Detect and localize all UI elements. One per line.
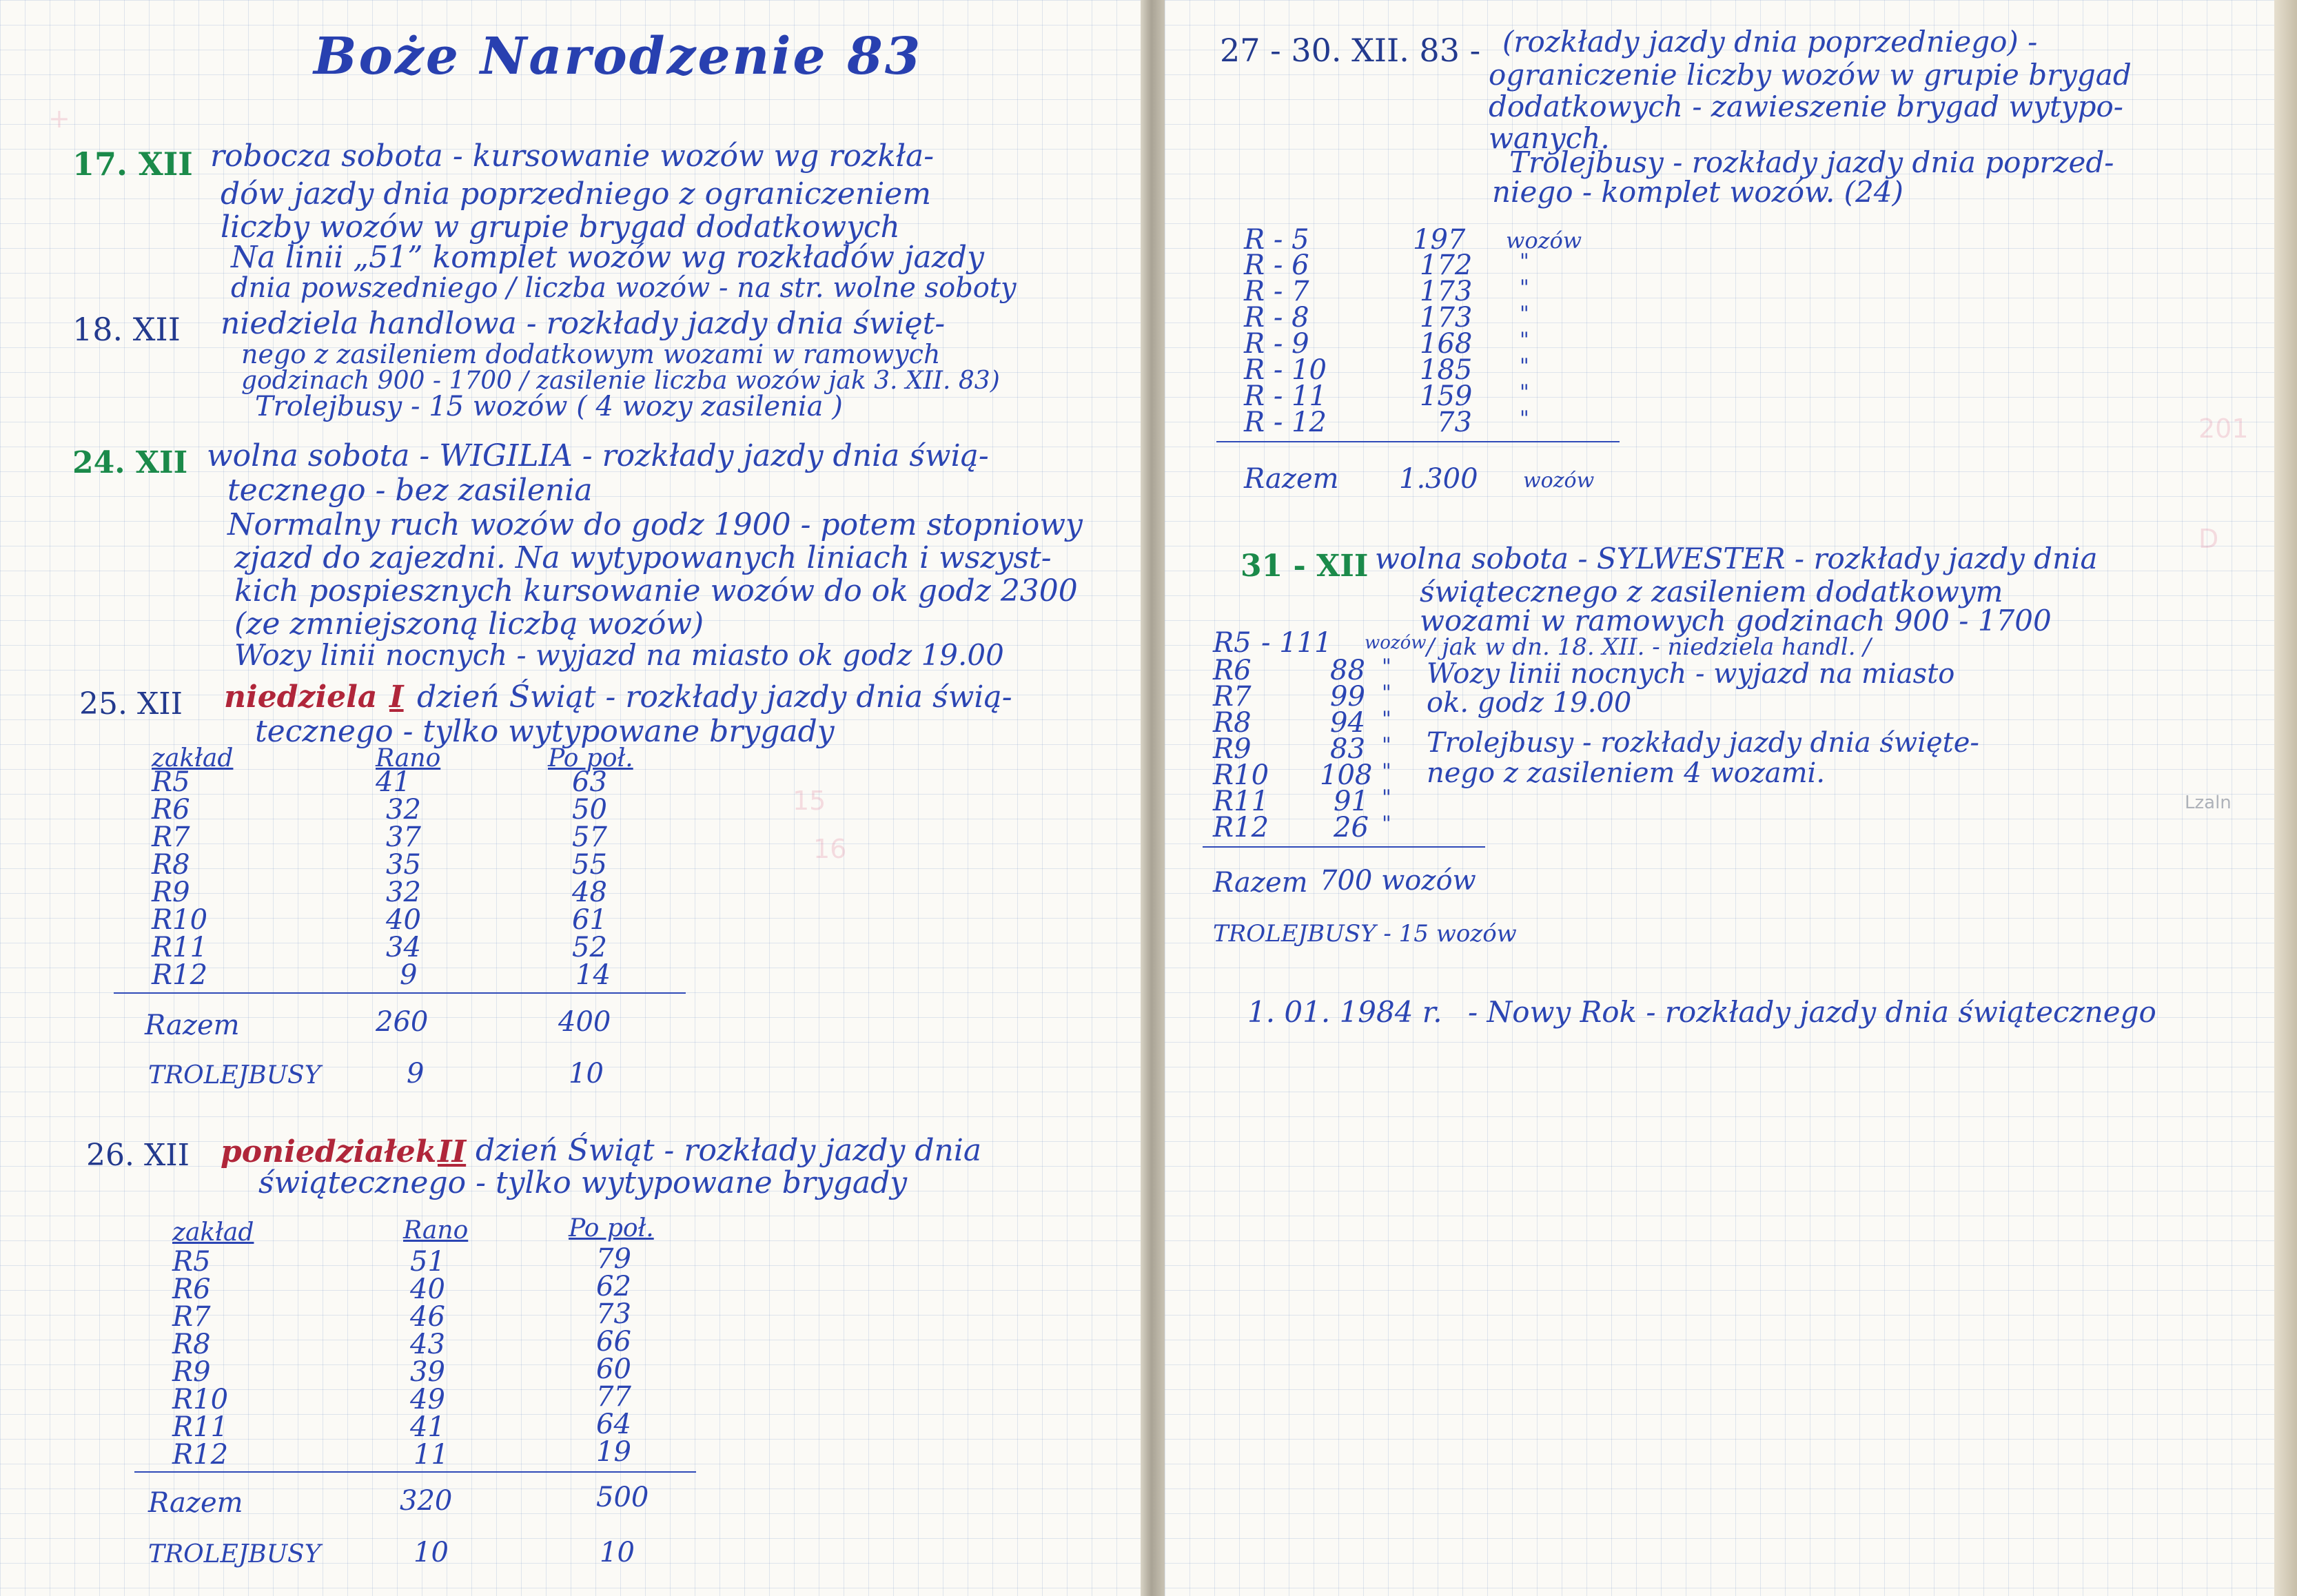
- table-cell: R8: [172, 1329, 211, 1360]
- table-cell: ": [1520, 328, 1529, 352]
- table-cell: R7: [152, 821, 190, 853]
- table-cell: R5: [172, 1246, 211, 1278]
- trolleybus-value: 10: [600, 1537, 635, 1568]
- table-cell: 11: [414, 1439, 449, 1471]
- right-page: [1165, 0, 2297, 1596]
- table-cell: 41: [410, 1411, 445, 1443]
- total-value: 700 wozów: [1320, 865, 1476, 897]
- table-cell: 64: [596, 1409, 631, 1440]
- entry-date-17: 17. XII: [72, 145, 193, 183]
- entry-24-line: kich pospiesznych kursowanie wozów do ok godz 2300: [234, 573, 1078, 608]
- table-header: Rano: [376, 744, 441, 773]
- bleed-through: 201: [2198, 413, 2249, 444]
- entry-31-line: ok. godz 19.00: [1427, 687, 1632, 719]
- total-label: Razem: [148, 1487, 243, 1519]
- table-cell: 185: [1420, 354, 1473, 386]
- entry-date-1984: 1. 01. 1984 r.: [1247, 995, 1442, 1029]
- table-cell: 32: [386, 794, 421, 826]
- entry-17-line: dnia powszedniego / liczba wozów - na str. wolne soboty: [231, 272, 1017, 304]
- table-cell: 49: [410, 1384, 445, 1415]
- entry-18-line: Trolejbusy - 15 wozów ( 4 wozy zasilenia ): [255, 391, 843, 422]
- entry-18-line: nego z zasileniem dodatkowym wozami w ramowych: [241, 339, 941, 369]
- total-value: 1.300: [1399, 463, 1478, 495]
- table-cell: 46: [410, 1301, 445, 1333]
- table-cell: 39: [410, 1356, 445, 1388]
- bleed-through: Lzaln: [2185, 792, 2232, 813]
- table-cell: 197: [1413, 224, 1466, 256]
- table-cell: R - 12: [1244, 407, 1327, 438]
- total-value: 320: [400, 1485, 453, 1517]
- table-header: Po poł.: [548, 744, 633, 773]
- table-cell: 91: [1334, 786, 1369, 817]
- table-cell: 94: [1330, 707, 1365, 739]
- table-cell: 57: [572, 821, 607, 853]
- trolleybus-value: 10: [414, 1537, 449, 1568]
- entry-31-line: Wozy linii nocnych - wyjazd na miasto: [1427, 658, 1955, 690]
- table-cell: ": [1382, 733, 1391, 757]
- table-cell: 61: [572, 904, 607, 936]
- table-cell: R5: [152, 766, 190, 798]
- table-cell: 19: [596, 1436, 631, 1468]
- table-divider: [1203, 846, 1485, 848]
- table-cell: 48: [572, 877, 607, 908]
- page-edge: [2274, 0, 2297, 1596]
- table-cell: 83: [1330, 733, 1365, 765]
- table-cell: 108: [1320, 759, 1373, 791]
- table-cell: ": [1520, 249, 1529, 274]
- table-cell: 9: [400, 959, 418, 991]
- table-cell: R11: [152, 932, 208, 963]
- table-header: zakład: [152, 744, 234, 773]
- table-cell: 40: [410, 1273, 445, 1305]
- table-cell: R9: [1213, 733, 1252, 765]
- total-value: 400: [558, 1006, 611, 1038]
- table-cell: R9: [152, 877, 190, 908]
- table-cell: ": [1382, 707, 1391, 731]
- table-cell: 34: [386, 932, 421, 963]
- table-cell: R - 8: [1244, 302, 1309, 334]
- table-cell: R11: [172, 1411, 229, 1443]
- entry-date-25: 25. XII: [79, 686, 183, 722]
- table-divider: [114, 992, 686, 994]
- table-cell: 73: [1437, 407, 1472, 438]
- table-cell: 73: [596, 1298, 631, 1330]
- table-cell: R11: [1213, 786, 1269, 817]
- table-cell: 40: [386, 904, 421, 936]
- table-cell: R10: [1213, 759, 1269, 791]
- entry-25-roman: I: [389, 679, 404, 715]
- entry-27-line: dodatkowych - zawieszenie brygad wytypo-: [1489, 90, 2123, 123]
- table-cell: 88: [1330, 655, 1365, 686]
- table-divider: [1216, 441, 1620, 442]
- table-cell: R12: [172, 1439, 229, 1471]
- table-cell: 66: [596, 1326, 631, 1358]
- table-cell: R - 9: [1244, 328, 1309, 360]
- table-cell: ": [1382, 759, 1391, 784]
- trolleybus-count: TROLEJBUSY - 15 wozów: [1213, 920, 1517, 948]
- table-cell: 37: [386, 821, 421, 853]
- table-cell: 35: [386, 849, 421, 881]
- total-value: 500: [596, 1482, 649, 1513]
- table-cell: 50: [572, 794, 607, 826]
- table-cell: ": [1520, 380, 1529, 405]
- table-cell: 32: [386, 877, 421, 908]
- table-cell: R6: [152, 794, 190, 826]
- table-cell: 52: [572, 932, 607, 963]
- table-cell: 173: [1420, 302, 1473, 334]
- table-cell: R9: [172, 1356, 211, 1388]
- entry-date-26: 26. XII: [86, 1138, 190, 1173]
- table-cell: 62: [596, 1271, 631, 1302]
- table-cell: R8: [1213, 707, 1252, 739]
- table-cell: 60: [596, 1353, 631, 1385]
- entry-17-line: Na linii „51” komplet wozów wg rozkładów jazdy: [231, 240, 984, 275]
- table-cell: ": [1382, 812, 1391, 836]
- entry-17-line: liczby wozów w grupie brygad dodatkowych: [221, 209, 900, 245]
- left-page: [0, 0, 1141, 1596]
- entry-27-line: niego - komplet wozów. (24): [1492, 175, 1903, 209]
- entry-31-line: świątecznego z zasileniem dodatkowym: [1420, 575, 2003, 608]
- table-cell: R - 5: [1244, 224, 1309, 256]
- entry-25-line: dzień Świąt - rozkłady jazdy dnia świą-: [417, 679, 1012, 715]
- table-cell: 43: [410, 1329, 445, 1360]
- bleed-through: D: [2198, 524, 2219, 554]
- table-cell: R - 6: [1244, 249, 1309, 281]
- table-cell: 172: [1420, 249, 1473, 281]
- entry-25-day: niedziela: [224, 679, 378, 715]
- entry-26-line: świątecznego - tylko wytypowane brygady: [258, 1165, 908, 1200]
- table-cell: ": [1520, 276, 1529, 300]
- table-cell: 55: [572, 849, 607, 881]
- entry-27-line: Trolejbusy - rozkłady jazdy dnia poprzed-: [1509, 145, 2114, 179]
- table-cell: R6: [172, 1273, 211, 1305]
- table-cell: 26: [1334, 812, 1369, 843]
- table-cell: wozów: [1506, 227, 1582, 254]
- trolleybus-value: 10: [569, 1058, 604, 1089]
- entry-24-line: (ze zmniejszoną liczbą wozów): [234, 606, 704, 642]
- notebook-gutter: [1141, 0, 1165, 1596]
- entry-31-line: nego z zasileniem 4 wozami.: [1427, 757, 1826, 789]
- table-cell: ": [1382, 655, 1391, 679]
- entry-26-day: poniedziałek: [221, 1134, 437, 1169]
- table-cell: ": [1520, 407, 1529, 431]
- table-cell: 79: [596, 1243, 631, 1275]
- table-cell: 14: [575, 959, 611, 991]
- table-cell: R7: [172, 1301, 211, 1333]
- entry-1984-line: - Nowy Rok - rozkłady jazdy dnia świątecznego: [1468, 995, 2156, 1029]
- entry-date-27-30: 27 - 30. XII. 83 -: [1220, 32, 1481, 69]
- table-cell: R10: [152, 904, 208, 936]
- entry-31-line: wolna sobota - SYLWESTER - rozkłady jazdy dnia: [1375, 542, 2098, 575]
- bleed-through: 16: [813, 834, 847, 864]
- total-label: Razem: [1213, 867, 1308, 899]
- table-cell: 168: [1420, 328, 1473, 360]
- table-header: Po poł.: [569, 1214, 654, 1242]
- total-value: 260: [376, 1006, 429, 1038]
- table-cell: R - 10: [1244, 354, 1327, 386]
- entry-31-line: / jak w dn. 18. XII. - niedziela handl. /: [1427, 633, 1871, 661]
- entry-24-line: Wozy linii nocnych - wyjazd na miasto ok godz 19.00: [234, 638, 1004, 672]
- table-cell: R8: [152, 849, 190, 881]
- table-cell: 159: [1420, 380, 1473, 412]
- table-cell: 51: [410, 1246, 445, 1278]
- table-header: Rano: [403, 1216, 469, 1245]
- entry-24-line: tecznego - bez zasilenia: [227, 473, 593, 508]
- table-header: zakład: [172, 1218, 254, 1247]
- entry-18-line: godzinach 900 - 1700 / zasilenie liczba wozów jak 3. XII. 83): [241, 367, 1000, 395]
- table-cell: 173: [1420, 276, 1473, 307]
- table-cell: R6: [1213, 655, 1252, 686]
- entry-26-line: dzień Świąt - rozkłady jazdy dnia: [476, 1133, 982, 1168]
- table-cell: R10: [172, 1384, 229, 1415]
- entry-27-line: (rozkłady jazdy dnia poprzedniego) -: [1502, 25, 2038, 59]
- total-label: Razem: [145, 1010, 240, 1041]
- table-cell: ": [1520, 354, 1529, 378]
- trolleybus-label: TROLEJBUSY: [148, 1061, 321, 1089]
- table-cell: ": [1382, 681, 1391, 705]
- bleed-through: +: [48, 103, 70, 134]
- table-cell: 99: [1330, 681, 1365, 713]
- table-cell: R - 11: [1244, 380, 1327, 412]
- table-cell: wozów: [1365, 633, 1427, 653]
- entry-27-line: ograniczenie liczby wozów w grupie brygad: [1489, 58, 2132, 92]
- table-cell: R12: [1213, 812, 1269, 843]
- table-cell: - 111: [1261, 627, 1332, 659]
- table-cell: R5: [1213, 627, 1252, 659]
- trolleybus-label: TROLEJBUSY: [148, 1540, 321, 1568]
- entry-date-24: 24. XII: [72, 445, 188, 480]
- entry-25-line: tecznego - tylko wytypowane brygady: [255, 714, 835, 749]
- entry-date-18: 18. XII: [72, 311, 181, 348]
- entry-24-line: Normalny ruch wozów do godz 1900 - potem stopniowy: [227, 507, 1083, 542]
- table-cell: ": [1520, 302, 1529, 326]
- table-divider: [134, 1471, 696, 1473]
- total-label: Razem: [1244, 463, 1339, 495]
- total-unit: wozów: [1523, 469, 1595, 493]
- table-cell: 63: [572, 766, 607, 798]
- entry-17-line: dów jazdy dnia poprzedniego z ograniczeniem: [221, 176, 932, 212]
- entry-31-line: wozami w ramowych godzinach 900 - 1700: [1420, 604, 2052, 637]
- entry-24-line: zjazd do zajezdni. Na wytypowanych liniach i wszyst-: [234, 540, 1052, 575]
- entry-18-line: niedziela handlowa - rozkłady jazdy dnia święt-: [221, 306, 946, 341]
- table-cell: 41: [376, 766, 411, 798]
- page-title: Boże Narodzenie 83: [314, 27, 923, 86]
- entry-27-line: wanych.: [1489, 121, 1610, 155]
- table-cell: R7: [1213, 681, 1252, 713]
- table-cell: R12: [152, 959, 208, 991]
- entry-31-line: Trolejbusy - rozkłady jazdy dnia święte-: [1427, 727, 1979, 759]
- table-cell: 77: [596, 1381, 631, 1413]
- table-cell: R - 7: [1244, 276, 1309, 307]
- entry-24-line: wolna sobota - WIGILIA - rozkłady jazdy dnia świą-: [207, 438, 989, 473]
- trolleybus-value: 9: [407, 1058, 425, 1089]
- entry-17-line: robocza sobota - kursowanie wozów wg rozkła-: [210, 139, 935, 174]
- entry-26-roman: II: [438, 1134, 467, 1169]
- table-cell: ": [1382, 786, 1391, 810]
- entry-date-31: 31 - XII: [1241, 549, 1369, 584]
- bleed-through: 15: [793, 786, 826, 816]
